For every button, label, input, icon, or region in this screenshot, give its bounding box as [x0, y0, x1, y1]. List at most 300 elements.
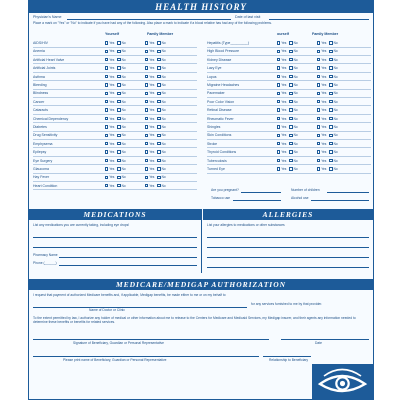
family-no-checkbox[interactable] — [329, 134, 332, 137]
release-text: To the extent permitted by law, I authorize any holder of medical or other information about me to release to the Centers for Medicare and Medicaid Services, my Medigap insurer, and their agents any information needed to determine these benefits or benefits for related services. — [33, 316, 356, 325]
physician-label: Physician's Name — [33, 15, 62, 19]
yourself-no-checkbox[interactable] — [117, 167, 120, 170]
no-label: No — [161, 91, 166, 96]
yes-label: Yes — [321, 108, 327, 113]
family-no-checkbox[interactable] — [329, 100, 332, 103]
relationship-field[interactable] — [263, 356, 311, 357]
family-yes-checkbox[interactable] — [317, 92, 320, 95]
family-yes-checkbox[interactable] — [317, 41, 320, 44]
family-no-checkbox[interactable] — [329, 58, 332, 61]
allergies-line-2[interactable] — [207, 247, 369, 248]
yourself-yes-checkbox[interactable] — [105, 125, 108, 128]
yes-label: Yes — [109, 175, 115, 180]
family-no-checkbox[interactable] — [329, 159, 332, 162]
yourself-no-checkbox[interactable] — [117, 117, 120, 120]
family-no-checkbox[interactable] — [157, 184, 160, 187]
no-label: No — [121, 133, 126, 138]
right-family-header: Family Member — [312, 32, 339, 36]
condition-name: Kidney Disease — [207, 57, 232, 62]
family-yes-checkbox[interactable] — [145, 176, 148, 179]
medications-line-1[interactable] — [33, 237, 197, 238]
family-yes-checkbox[interactable] — [317, 83, 320, 86]
no-label: No — [333, 158, 338, 163]
row-rule — [207, 173, 371, 174]
yourself-no-checkbox[interactable] — [117, 150, 120, 153]
no-label: No — [161, 125, 166, 129]
allergies-instructions: List your allergies to medications or other substances — [207, 223, 285, 227]
family-no-checkbox[interactable] — [329, 50, 332, 53]
no-label: No — [121, 141, 126, 146]
signature-caption: Signature of Beneficiary, Guardian or Personal Representative — [73, 341, 165, 345]
condition-name: Lazy Eye — [207, 66, 222, 71]
yourself-no-checkbox[interactable] — [117, 75, 120, 78]
condition-name: Migraine Headaches — [207, 83, 240, 87]
condition-name: Skin Conditions — [207, 133, 232, 138]
condition-name: Cataracts — [33, 108, 48, 113]
family-yes-checkbox[interactable] — [145, 100, 148, 103]
yourself-yes-checkbox[interactable] — [277, 100, 280, 103]
left-family-header: Family Member — [147, 32, 174, 36]
yourself-no-checkbox[interactable] — [289, 58, 292, 61]
family-no-checkbox[interactable] — [157, 150, 160, 153]
yes-label: Yes — [109, 116, 115, 121]
no-label: No — [333, 141, 338, 146]
no-label: No — [161, 108, 166, 113]
family-no-checkbox[interactable] — [329, 117, 332, 120]
alcohol-label: Alcohol use — [291, 196, 309, 200]
condition-name: Glaucoma — [33, 167, 49, 171]
yes-label: Yes — [321, 125, 327, 129]
no-label: No — [293, 141, 298, 146]
yourself-no-checkbox[interactable] — [117, 184, 120, 187]
physician-name-field[interactable] — [67, 19, 231, 20]
print-name-caption: Please print name of Beneficiary, Guardian or Personal Representative — [63, 358, 167, 362]
condition-name: Pacemaker — [207, 91, 225, 96]
yourself-yes-checkbox[interactable] — [277, 150, 280, 153]
yourself-no-checkbox[interactable] — [117, 176, 120, 179]
no-label: No — [293, 49, 298, 54]
no-label: No — [161, 141, 166, 146]
family-no-checkbox[interactable] — [329, 41, 332, 44]
yourself-no-checkbox[interactable] — [289, 41, 292, 44]
no-label: No — [121, 158, 126, 163]
family-yes-checkbox[interactable] — [145, 159, 148, 162]
family-yes-checkbox[interactable] — [317, 167, 320, 170]
no-label: No — [293, 83, 298, 87]
no-label: No — [333, 116, 338, 121]
yourself-no-checkbox[interactable] — [117, 92, 120, 95]
yes-label: Yes — [281, 158, 287, 163]
yes-label: Yes — [109, 158, 115, 163]
pharmacy-label: Pharmacy Name — [33, 253, 58, 257]
yourself-yes-checkbox[interactable] — [105, 150, 108, 153]
yourself-no-checkbox[interactable] — [289, 167, 292, 170]
family-yes-checkbox[interactable] — [317, 134, 320, 137]
no-label: No — [293, 150, 298, 155]
yes-label: Yes — [149, 158, 155, 163]
condition-name: Emphysema — [33, 141, 53, 146]
family-no-checkbox[interactable] — [157, 167, 160, 170]
pregnant-field[interactable] — [241, 192, 281, 193]
family-no-checkbox[interactable] — [157, 159, 160, 162]
date-field[interactable] — [281, 339, 369, 340]
family-yes-checkbox[interactable] — [317, 125, 320, 128]
yourself-yes-checkbox[interactable] — [277, 159, 280, 162]
no-label: No — [121, 74, 126, 79]
family-yes-checkbox[interactable] — [145, 125, 148, 128]
yourself-yes-checkbox[interactable] — [277, 66, 280, 69]
logo-panel — [312, 364, 373, 400]
family-yes-checkbox[interactable] — [145, 142, 148, 145]
yourself-no-checkbox[interactable] — [289, 100, 292, 103]
yes-label: Yes — [109, 141, 115, 146]
family-yes-checkbox[interactable] — [145, 184, 148, 187]
yourself-no-checkbox[interactable] — [117, 125, 120, 128]
yes-label: Yes — [321, 91, 327, 96]
family-yes-checkbox[interactable] — [317, 66, 320, 69]
family-yes-checkbox[interactable] — [317, 142, 320, 145]
phone-field[interactable] — [59, 265, 197, 266]
no-label: No — [333, 99, 338, 104]
yes-label: Yes — [281, 66, 287, 71]
no-label: No — [161, 133, 166, 138]
family-no-checkbox[interactable] — [329, 66, 332, 69]
yourself-yes-checkbox[interactable] — [105, 167, 108, 170]
allergies-line-3[interactable] — [207, 257, 369, 258]
last-visit-label: Date of last visit — [235, 15, 261, 19]
doctor-name-field[interactable] — [33, 307, 247, 308]
yes-label: Yes — [109, 125, 115, 129]
yourself-no-checkbox[interactable] — [289, 75, 292, 78]
no-label: No — [293, 91, 298, 96]
yourself-no-checkbox[interactable] — [117, 142, 120, 145]
family-no-checkbox[interactable] — [157, 83, 160, 86]
family-no-checkbox[interactable] — [157, 142, 160, 145]
no-label: No — [293, 125, 298, 129]
yourself-yes-checkbox[interactable] — [277, 108, 280, 111]
yes-label: Yes — [321, 141, 327, 146]
print-name-field[interactable] — [33, 356, 259, 357]
yes-label: Yes — [321, 99, 327, 104]
yourself-yes-checkbox[interactable] — [105, 92, 108, 95]
condition-name: Shingles — [207, 125, 221, 129]
family-yes-checkbox[interactable] — [317, 50, 320, 53]
yes-label: Yes — [281, 108, 287, 113]
family-yes-checkbox[interactable] — [317, 150, 320, 153]
children-label: Number of children — [291, 188, 320, 192]
yourself-yes-checkbox[interactable] — [277, 142, 280, 145]
family-yes-checkbox[interactable] — [317, 58, 320, 61]
yourself-yes-checkbox[interactable] — [105, 83, 108, 86]
yes-label: Yes — [149, 66, 155, 71]
yourself-yes-checkbox[interactable] — [105, 58, 108, 61]
yourself-no-checkbox[interactable] — [289, 125, 292, 128]
no-label: No — [121, 125, 126, 129]
family-yes-checkbox[interactable] — [145, 66, 148, 69]
yourself-no-checkbox[interactable] — [117, 100, 120, 103]
family-no-checkbox[interactable] — [329, 167, 332, 170]
yourself-yes-checkbox[interactable] — [105, 41, 108, 44]
family-yes-checkbox[interactable] — [145, 41, 148, 44]
allergies-line-4[interactable] — [207, 267, 369, 268]
family-no-checkbox[interactable] — [329, 75, 332, 78]
no-label: No — [333, 133, 338, 138]
yes-label: Yes — [149, 74, 155, 79]
yourself-yes-checkbox[interactable] — [277, 41, 280, 44]
condition-name: Drug Sensitivity — [33, 133, 58, 138]
family-no-checkbox[interactable] — [157, 134, 160, 137]
yourself-yes-checkbox[interactable] — [277, 58, 280, 61]
no-label: No — [121, 83, 126, 87]
no-label: No — [161, 99, 166, 104]
no-label: No — [293, 74, 298, 79]
no-label: No — [333, 91, 338, 96]
family-no-checkbox[interactable] — [157, 92, 160, 95]
yourself-yes-checkbox[interactable] — [277, 134, 280, 137]
yourself-no-checkbox[interactable] — [289, 83, 292, 86]
yourself-yes-checkbox[interactable] — [105, 66, 108, 69]
yes-label: Yes — [321, 41, 327, 45]
family-yes-checkbox[interactable] — [145, 83, 148, 86]
yes-label: Yes — [149, 175, 155, 180]
yourself-no-checkbox[interactable] — [289, 66, 292, 69]
family-yes-checkbox[interactable] — [145, 117, 148, 120]
yourself-no-checkbox[interactable] — [117, 41, 120, 44]
condition-name: Tuberculosis — [207, 158, 227, 163]
tobacco-field[interactable] — [233, 200, 281, 201]
yourself-yes-checkbox[interactable] — [277, 92, 280, 95]
yourself-yes-checkbox[interactable] — [277, 75, 280, 78]
health-history-form — [28, 0, 374, 400]
yourself-yes-checkbox[interactable] — [277, 50, 280, 53]
yes-label: Yes — [281, 125, 287, 129]
yes-label: Yes — [281, 57, 287, 62]
yes-label: Yes — [109, 183, 115, 188]
pharmacy-field[interactable] — [59, 257, 197, 258]
family-yes-checkbox[interactable] — [317, 75, 320, 78]
yes-label: Yes — [109, 150, 115, 155]
instructions: Place a mark on "Yes" or "No" to indicate if you have had any of the following. Also place a mark to indicate if a blood relative has had any of the following problems. — [33, 21, 272, 25]
yes-label: Yes — [321, 150, 327, 155]
family-yes-checkbox[interactable] — [145, 108, 148, 111]
yes-label: Yes — [321, 66, 327, 71]
yourself-no-checkbox[interactable] — [289, 50, 292, 53]
no-label: No — [121, 57, 126, 62]
no-label: No — [333, 125, 338, 129]
condition-name: Epilepsy — [33, 150, 47, 155]
services-text: for any services furnished to me by that provider. — [251, 302, 323, 306]
yes-label: Yes — [281, 116, 287, 121]
alcohol-field[interactable] — [311, 200, 369, 201]
yes-label: Yes — [321, 74, 327, 79]
yourself-no-checkbox[interactable] — [289, 159, 292, 162]
condition-name: Turned Eye — [207, 167, 225, 171]
yes-label: Yes — [109, 41, 115, 45]
yes-label: Yes — [321, 133, 327, 138]
no-label: No — [293, 41, 298, 45]
medicare-request: I request that payment of authorized Medicare benefits and, if applicable, Medigap benefits, be made either to me or on my behalf to — [33, 293, 226, 297]
yourself-no-checkbox[interactable] — [117, 50, 120, 53]
yes-label: Yes — [149, 141, 155, 146]
yes-label: Yes — [321, 158, 327, 163]
yes-label: Yes — [109, 108, 115, 113]
family-yes-checkbox[interactable] — [145, 58, 148, 61]
family-yes-checkbox[interactable] — [145, 134, 148, 137]
family-no-checkbox[interactable] — [329, 150, 332, 153]
yes-label: Yes — [109, 74, 115, 79]
no-label: No — [161, 158, 166, 163]
condition-name: Poor Color Vision — [207, 99, 235, 104]
yourself-yes-checkbox[interactable] — [105, 134, 108, 137]
family-yes-checkbox[interactable] — [317, 100, 320, 103]
no-label: No — [121, 66, 126, 71]
condition-name: Blindness — [33, 91, 49, 96]
no-label: No — [121, 91, 126, 96]
family-no-checkbox[interactable] — [157, 176, 160, 179]
yourself-yes-checkbox[interactable] — [105, 117, 108, 120]
yes-label: Yes — [109, 91, 115, 96]
condition-name: AIDS/HIV — [33, 41, 48, 45]
no-label: No — [121, 41, 126, 45]
family-no-checkbox[interactable] — [157, 58, 160, 61]
yourself-no-checkbox[interactable] — [289, 134, 292, 137]
no-label: No — [161, 116, 166, 121]
no-label: No — [293, 108, 298, 113]
no-label: No — [121, 167, 126, 171]
condition-name: Artificial Heart Valve — [33, 57, 65, 62]
yourself-yes-checkbox[interactable] — [105, 142, 108, 145]
yourself-no-checkbox[interactable] — [117, 108, 120, 111]
family-no-checkbox[interactable] — [329, 142, 332, 145]
yourself-no-checkbox[interactable] — [117, 134, 120, 137]
children-field[interactable] — [327, 192, 369, 193]
yourself-no-checkbox[interactable] — [289, 142, 292, 145]
yes-label: Yes — [321, 83, 327, 87]
yourself-yes-checkbox[interactable] — [105, 184, 108, 187]
family-yes-checkbox[interactable] — [145, 92, 148, 95]
family-no-checkbox[interactable] — [329, 125, 332, 128]
medications-header: MEDICATIONS — [29, 209, 201, 220]
yes-label: Yes — [149, 133, 155, 138]
column-divider — [201, 209, 202, 273]
yes-label: Yes — [281, 133, 287, 138]
family-yes-checkbox[interactable] — [145, 75, 148, 78]
family-no-checkbox[interactable] — [157, 75, 160, 78]
yourself-no-checkbox[interactable] — [117, 58, 120, 61]
condition-name: Eye Surgery — [33, 158, 53, 163]
no-label: No — [121, 183, 126, 188]
family-yes-checkbox[interactable] — [317, 117, 320, 120]
family-no-checkbox[interactable] — [329, 108, 332, 111]
condition-name: Heart Condition — [33, 183, 58, 188]
yourself-no-checkbox[interactable] — [117, 159, 120, 162]
no-label: No — [333, 49, 338, 54]
yourself-yes-checkbox[interactable] — [277, 83, 280, 86]
family-yes-checkbox[interactable] — [145, 150, 148, 153]
family-no-checkbox[interactable] — [157, 117, 160, 120]
yourself-no-checkbox[interactable] — [289, 150, 292, 153]
condition-name: Asthma — [33, 74, 45, 79]
yes-label: Yes — [109, 66, 115, 71]
condition-name: Rheumatic Fever — [207, 116, 234, 121]
family-no-checkbox[interactable] — [157, 108, 160, 111]
last-visit-field[interactable] — [269, 19, 369, 20]
yes-label: Yes — [281, 74, 287, 79]
yourself-yes-checkbox[interactable] — [105, 108, 108, 111]
condition-name: Hay Fever — [33, 175, 50, 180]
yes-label: Yes — [149, 167, 155, 171]
no-label: No — [293, 66, 298, 71]
no-label: No — [121, 49, 126, 54]
no-label: No — [333, 74, 338, 79]
yes-label: Yes — [149, 108, 155, 113]
yes-label: Yes — [281, 99, 287, 104]
yes-label: Yes — [109, 83, 115, 87]
no-label: No — [293, 167, 298, 171]
no-label: No — [161, 41, 166, 45]
condition-name: Retinal Disease — [207, 108, 232, 113]
family-no-checkbox[interactable] — [329, 92, 332, 95]
condition-name: Stroke — [207, 141, 218, 146]
family-no-checkbox[interactable] — [157, 50, 160, 53]
yourself-no-checkbox[interactable] — [289, 117, 292, 120]
yourself-yes-checkbox[interactable] — [105, 50, 108, 53]
family-no-checkbox[interactable] — [157, 100, 160, 103]
yes-label: Yes — [149, 91, 155, 96]
family-no-checkbox[interactable] — [329, 83, 332, 86]
family-yes-checkbox[interactable] — [145, 50, 148, 53]
no-label: No — [333, 167, 338, 171]
signature-field[interactable] — [33, 339, 269, 340]
allergies-line-1[interactable] — [207, 237, 369, 238]
yourself-yes-checkbox[interactable] — [105, 176, 108, 179]
family-yes-checkbox[interactable] — [317, 108, 320, 111]
family-no-checkbox[interactable] — [157, 125, 160, 128]
condition-name: Cancer — [33, 99, 45, 104]
medications-line-2[interactable] — [33, 247, 197, 248]
yourself-yes-checkbox[interactable] — [277, 125, 280, 128]
yourself-no-checkbox[interactable] — [289, 92, 292, 95]
yes-label: Yes — [149, 83, 155, 87]
yourself-no-checkbox[interactable] — [117, 66, 120, 69]
no-label: No — [333, 66, 338, 71]
left-yourself-header: Yourself — [105, 32, 120, 36]
yourself-no-checkbox[interactable] — [289, 108, 292, 111]
yourself-yes-checkbox[interactable] — [105, 75, 108, 78]
condition-name: Hepatitis (Type_________) — [207, 41, 250, 45]
medications-instructions: List any medications you are currently taking, including eye drops! — [33, 223, 130, 227]
form-title: HEALTH HISTORY — [29, 1, 373, 13]
no-label: No — [293, 158, 298, 163]
family-yes-checkbox[interactable] — [317, 159, 320, 162]
family-no-checkbox[interactable] — [157, 41, 160, 44]
no-label: No — [121, 99, 126, 104]
yourself-yes-checkbox[interactable] — [105, 159, 108, 162]
no-label: No — [333, 41, 338, 45]
no-label: No — [333, 150, 338, 155]
yourself-no-checkbox[interactable] — [117, 83, 120, 86]
family-no-checkbox[interactable] — [157, 66, 160, 69]
no-label: No — [121, 150, 126, 155]
yourself-yes-checkbox[interactable] — [105, 100, 108, 103]
family-yes-checkbox[interactable] — [145, 167, 148, 170]
date-caption: Date — [315, 341, 322, 345]
no-label: No — [161, 57, 166, 62]
relationship-caption: Relationship to Beneficiary — [269, 358, 309, 362]
yourself-yes-checkbox[interactable] — [277, 167, 280, 170]
yes-label: Yes — [109, 133, 115, 138]
yourself-yes-checkbox[interactable] — [277, 117, 280, 120]
